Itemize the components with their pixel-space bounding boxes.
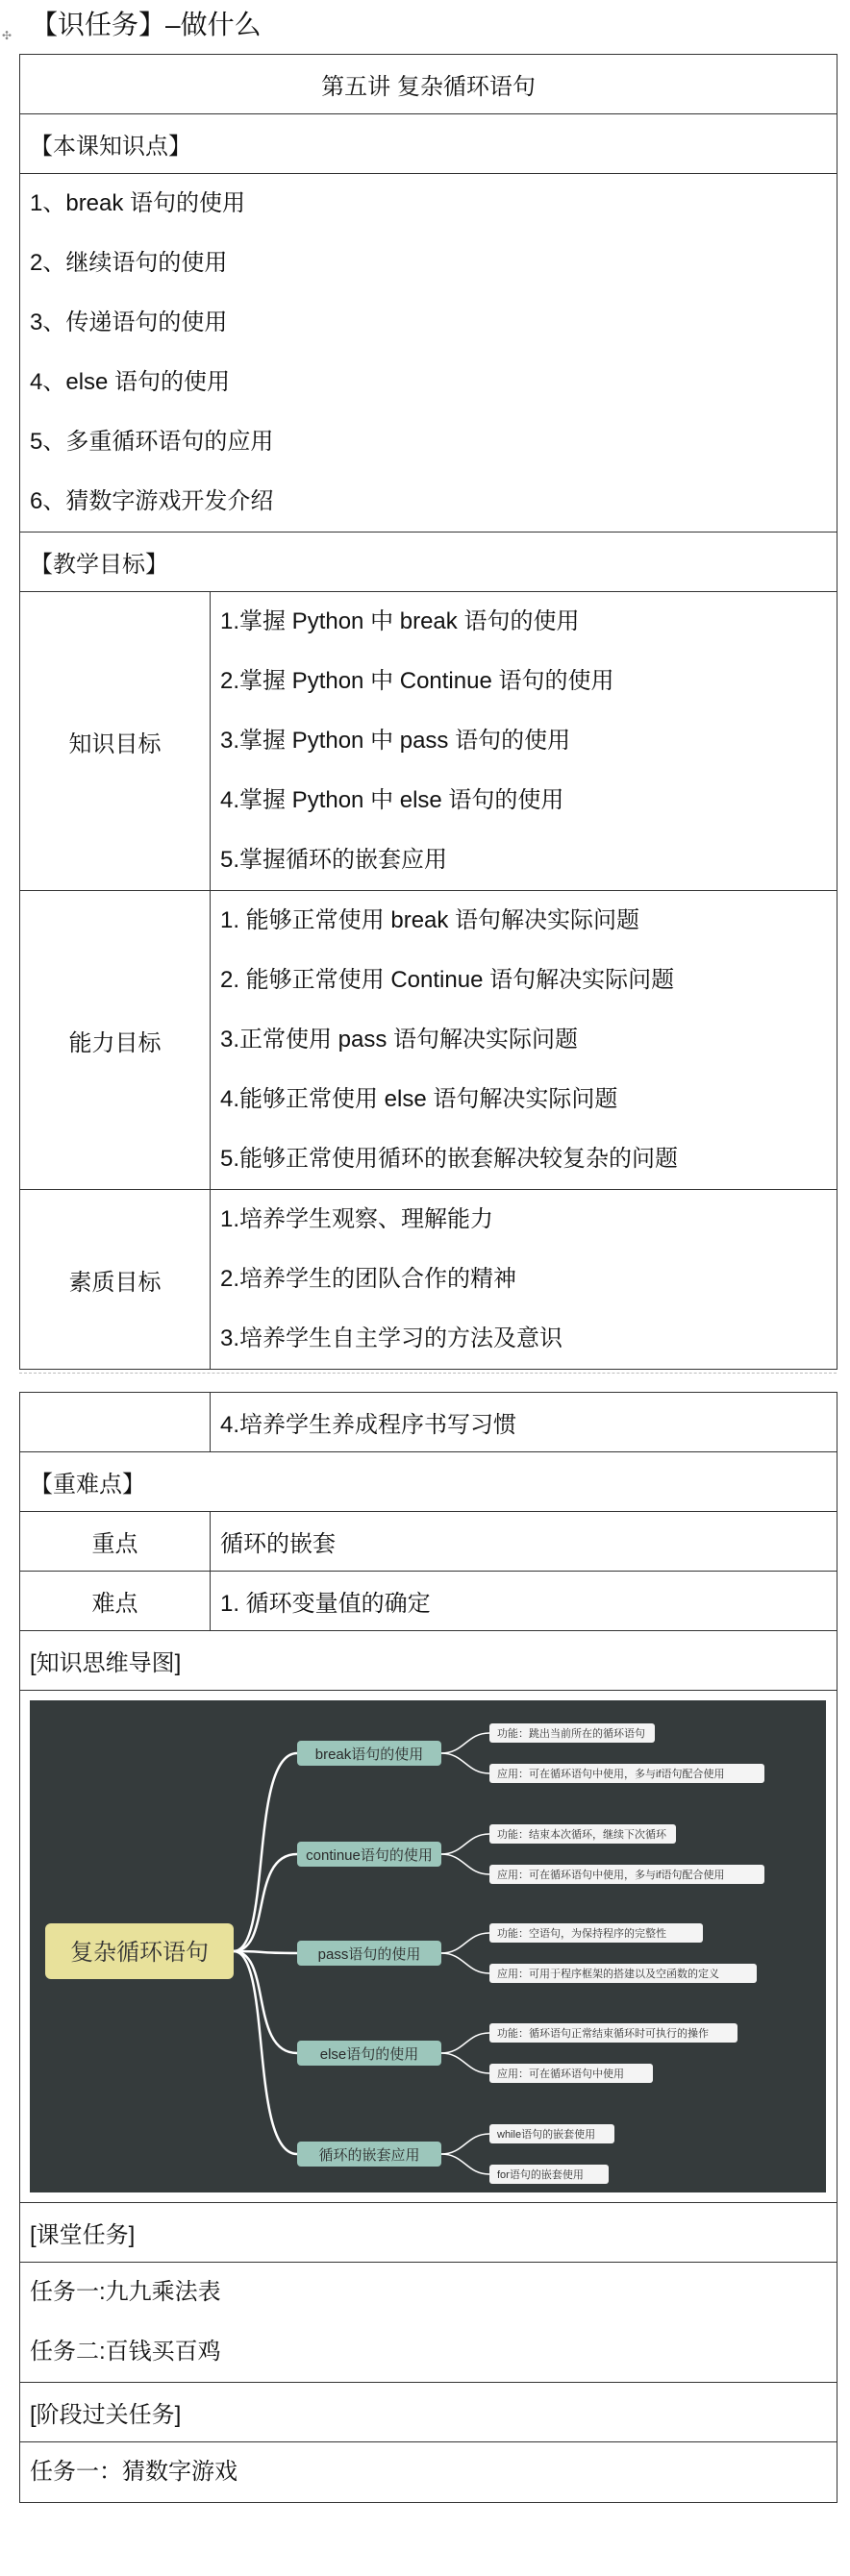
list-item: 1.培养学生观察、理解能力 xyxy=(220,1206,494,1232)
quality-goal-label: 素质目标 xyxy=(20,1190,211,1370)
list-item: 2. 能够正常使用 Continue 语句解决实际问题 xyxy=(220,967,675,993)
mindmap-leaf-node xyxy=(489,1824,676,1844)
mindmap-leaf-node xyxy=(489,1923,703,1943)
key-points-header: 【重难点】 xyxy=(20,1452,838,1512)
mindmap-branch-label: continue语句的使用 xyxy=(306,1847,433,1864)
list-item: 5.掌握循环的嵌套应用 xyxy=(220,847,448,873)
mindmap-branch-node xyxy=(297,2142,441,2167)
list-item: 1. 能够正常使用 break 语句解决实际问题 xyxy=(220,907,640,933)
list-item: 3.培养学生自主学习的方法及意识 xyxy=(220,1325,563,1351)
mindmap-branch-label: pass语句的使用 xyxy=(317,1946,421,1963)
mindmap-leaf-node xyxy=(489,2165,609,2184)
list-item: 1.掌握 Python 中 break 语句的使用 xyxy=(220,608,580,634)
key-point-value: 循环的嵌套 xyxy=(211,1512,838,1572)
mindmap-root-connector xyxy=(234,1951,297,2053)
mindmap-root-node xyxy=(45,1923,234,1979)
list-item: 1、break 语句的使用 xyxy=(30,190,246,216)
mindmap-leaf-node xyxy=(489,1723,655,1743)
ability-goal-items xyxy=(211,891,838,1190)
key-point-label: 重点 xyxy=(20,1512,211,1572)
mindmap-leaf-node xyxy=(489,1964,757,1983)
mindmap-leaf-connector xyxy=(441,1753,489,1773)
class-tasks-list xyxy=(20,2263,838,2383)
mindmap-leaf-connector xyxy=(441,1854,489,1874)
list-item: 3.正常使用 pass 语句解决实际问题 xyxy=(220,1027,579,1053)
mindmap-root-connector xyxy=(234,1753,297,1951)
quality-goal-continued-label xyxy=(20,1393,211,1452)
mindmap-leaf-connector xyxy=(441,1733,489,1753)
mindmap-branch-node xyxy=(297,2041,441,2066)
list-item: 任务一：猜数字游戏 xyxy=(30,2459,238,2485)
quality-goal-items xyxy=(211,1190,838,1370)
mindmap-branch-label: else语句的使用 xyxy=(319,2046,419,2063)
mindmap-leaf-label: 应用：可在循环语句中使用 xyxy=(497,2068,624,2080)
mindmap-leaf-node xyxy=(489,2023,738,2043)
lesson-table-page2 xyxy=(19,1392,838,2503)
mindmap-leaf-label: 功能：空语句，为保持程序的完整性 xyxy=(497,1928,666,1940)
knowledge-points xyxy=(20,174,838,533)
mindmap-leaf-label: 应用：可在循环语句中使用，多与if语句配合使用 xyxy=(497,1769,725,1780)
lesson-title: 第五讲 复杂循环语句 xyxy=(20,55,838,114)
stage-tasks-list xyxy=(20,2442,838,2503)
mindmap-cell xyxy=(20,1691,838,2203)
list-item: 4.掌握 Python 中 else 语句的使用 xyxy=(220,787,564,813)
mindmap-leaf-connector xyxy=(441,1933,489,1953)
mindmap-branch-label: break语句的使用 xyxy=(314,1746,424,1763)
mindmap-leaf-label: 功能：跳出当前所在的循环语句 xyxy=(497,1728,645,1740)
mindmap-root-label: 复杂循环语句 xyxy=(70,1940,209,1966)
list-item: 4.培养学生养成程序书写习惯 xyxy=(211,1393,838,1452)
mindmap-leaf-node xyxy=(489,1764,764,1783)
list-item: 2.掌握 Python 中 Continue 语句的使用 xyxy=(220,668,614,694)
mindmap-leaf-label: 功能：结束本次循环，继续下次循环 xyxy=(497,1829,666,1841)
mindmap-leaf-label: 功能：循环语句正常结束循环时可执行的操作 xyxy=(497,2028,709,2040)
mindmap-header: [知识思维导图] xyxy=(20,1631,838,1691)
lesson-table-page1 xyxy=(19,54,838,1370)
mindmap-leaf-label: 应用：可用于程序框架的搭建以及空函数的定义 xyxy=(497,1969,719,1980)
knowledge-goal-items xyxy=(211,592,838,891)
mindmap-leaf-connector xyxy=(441,2033,489,2053)
mindmap-leaf-connector xyxy=(441,1953,489,1973)
mindmap-leaf-connector xyxy=(441,1834,489,1854)
stage-tasks-header: [阶段过关任务] xyxy=(20,2383,838,2442)
list-item: 4、else 语句的使用 xyxy=(30,369,231,395)
ability-goal-label: 能力目标 xyxy=(20,891,211,1190)
mindmap-leaf-connector xyxy=(441,2154,489,2174)
list-item: 5.能够正常使用循环的嵌套解决较复杂的问题 xyxy=(220,1146,679,1172)
list-item: 3.掌握 Python 中 pass 语句的使用 xyxy=(220,728,571,754)
mindmap-branch-label: 循环的嵌套应用 xyxy=(318,2147,420,2164)
knowledge-header: 【本课知识点】 xyxy=(20,114,838,174)
goals-header: 【教学目标】 xyxy=(20,533,838,592)
mindmap-leaf-node xyxy=(489,1865,764,1884)
mindmap-leaf-label: while语句的嵌套使用 xyxy=(497,2129,596,2141)
knowledge-goal-label: 知识目标 xyxy=(20,592,211,891)
list-item: 2.培养学生的团队合作的精神 xyxy=(220,1266,517,1292)
list-item: 6、猜数字游戏开发介绍 xyxy=(30,488,274,514)
list-item: 任务二:百钱买百鸡 xyxy=(30,2339,221,2365)
list-item: 任务一:九九乘法表 xyxy=(30,2279,221,2305)
list-item: 4.能够正常使用 else 语句解决实际问题 xyxy=(220,1086,618,1112)
mindmap-leaf-node xyxy=(489,2064,653,2083)
mindmap-leaf-node xyxy=(489,2124,614,2143)
list-item: 3、传递语句的使用 xyxy=(30,310,228,335)
mindmap-branch-node xyxy=(297,1842,441,1867)
mindmap-leaf-connector xyxy=(441,2053,489,2073)
class-tasks-header: [课堂任务] xyxy=(20,2203,838,2263)
mindmap-root-connector xyxy=(234,1854,297,1951)
mindmap-branch-node xyxy=(297,1741,441,1766)
difficult-point-value: 1. 循环变量值的确定 xyxy=(211,1572,838,1631)
mindmap-leaf-label: 应用：可在循环语句中使用，多与if语句配合使用 xyxy=(497,1870,725,1881)
mindmap-leaf-connector xyxy=(441,2134,489,2154)
difficult-point-label: 难点 xyxy=(20,1572,211,1631)
page-heading: 【识任务】–做什么 xyxy=(31,10,262,39)
mindmap-diagram xyxy=(30,1700,826,2192)
list-item: 5、多重循环语句的应用 xyxy=(30,429,274,455)
table-move-handle-icon[interactable]: ✣ xyxy=(2,29,12,42)
page-break-divider xyxy=(19,1373,837,1374)
list-item: 2、继续语句的使用 xyxy=(30,250,228,276)
mindmap-leaf-label: for语句的嵌套使用 xyxy=(497,2169,584,2181)
mindmap-branch-node xyxy=(297,1941,441,1966)
